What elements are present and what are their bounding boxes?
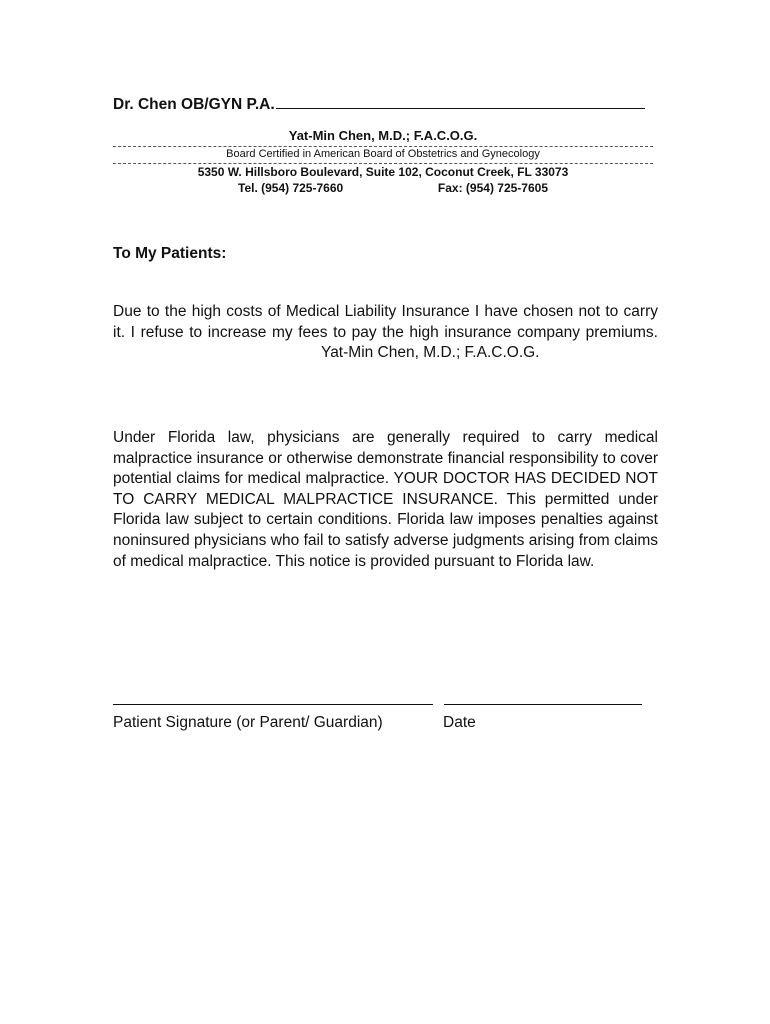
patient-signature-label: Patient Signature (or Parent/ Guardian) bbox=[113, 714, 383, 731]
practice-name-line bbox=[113, 94, 645, 114]
telephone-number: Tel. (954) 725-7660 bbox=[238, 181, 344, 195]
date-signature-line[interactable] bbox=[444, 694, 642, 705]
date-label: Date bbox=[443, 714, 476, 731]
patient-signature-line[interactable] bbox=[113, 694, 433, 705]
practice-name: Dr. Chen OB/GYN P.A. bbox=[113, 96, 275, 113]
board-certification: Board Certified in American Board of Obstetrics and Gynecology bbox=[226, 148, 540, 160]
letterhead-divider-top bbox=[113, 146, 653, 147]
office-address: 5350 W. Hillsboro Boulevard, Suite 102, Coconut Creek, FL 33073 bbox=[197, 165, 569, 179]
doctor-name: Yat-Min Chen, M.D.; F.A.C.O.G. bbox=[288, 128, 478, 143]
florida-law-paragraph: Under Florida law, physicians are generally required to carry medical malpractice insurance or otherwise demonstrate financial responsibility to cover potential claims for medical malpractice. YOUR DOCTOR HAS DECIDED NOT TO CARRY MEDICAL MALPRACTICE INSURANCE. This permitted under Florida law subject to certain conditions. Florida law imposes penalties against noninsured physicians who fail to satisfy adverse judgments arising from claims of medical malpractice. This notice is provided pursuant to Florida law. bbox=[113, 429, 658, 570]
fax-number: Fax: (954) 725-7605 bbox=[437, 181, 548, 195]
letterhead-divider-bottom bbox=[113, 163, 653, 164]
salutation: To My Patients: bbox=[113, 245, 227, 262]
contact-numbers bbox=[238, 181, 548, 195]
insurance-notice-paragraph bbox=[113, 302, 658, 364]
inline-doctor-signature: Yat-Min Chen, M.D.; F.A.C.O.G. bbox=[321, 344, 540, 362]
practice-name-underline bbox=[276, 94, 645, 109]
insurance-notice-text: Due to the high costs of Medical Liability Insurance I have chosen not to carry it. I refuse to increase my fees to pay the high insurance company premiums. bbox=[113, 303, 658, 341]
